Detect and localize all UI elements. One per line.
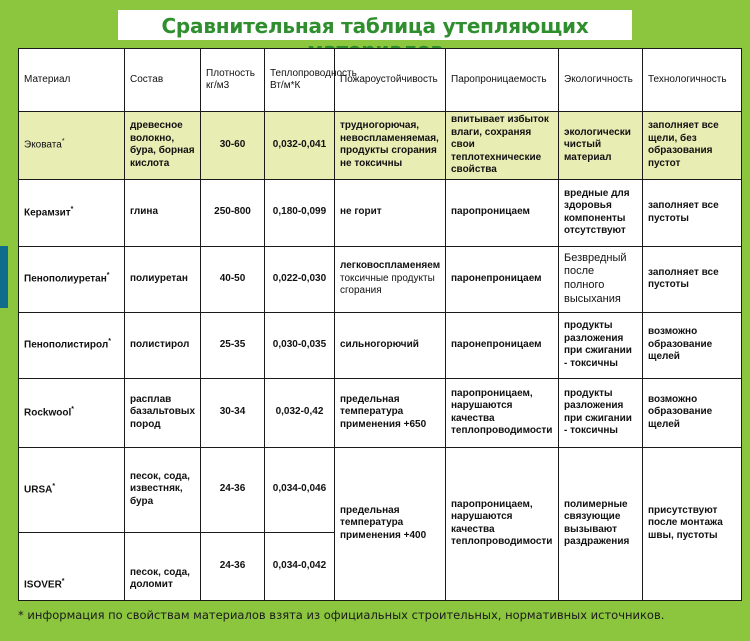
density-cell: 30-34	[201, 378, 265, 447]
density-cell: 250-800	[201, 179, 265, 246]
density-cell: 40-50	[201, 246, 265, 312]
composition-cell: песок, сода, доломит	[125, 532, 201, 600]
tech-cell: возможно образование щелей	[643, 378, 742, 447]
ecology-cell: Безвредный после полного высыхания	[559, 246, 643, 312]
material-name: Керамзит*	[19, 179, 125, 246]
ecology-cell: полимерные связующие вызывают раздражения	[559, 447, 643, 600]
conductivity-cell: 0,034-0,042	[265, 532, 335, 600]
footnote: * информация по свойствам материалов взята из официальных строительных, нормативных источников.	[18, 608, 665, 622]
header-material: Материал	[19, 49, 125, 112]
vapor-cell: паропроницаем, нарушаются качества теплопроводимости	[446, 447, 559, 600]
tech-cell: заполняет все щели, без образования пустот	[643, 112, 742, 180]
table-row	[19, 378, 742, 447]
material-name: Пенополистирол*	[19, 312, 125, 378]
vapor-cell: паропроницаем, нарушаются качества теплопроводимости	[446, 378, 559, 447]
header-ecology: Экологичность	[559, 49, 643, 112]
fire-cell: предельная температура применения +400	[335, 447, 446, 600]
header-tech: Технологичность	[643, 49, 742, 112]
density-cell: 24-36	[201, 447, 265, 532]
ecology-cell: вредные для здоровья компоненты отсутствуют	[559, 179, 643, 246]
title-box	[118, 10, 632, 40]
material-name: Rockwool*	[19, 378, 125, 447]
material-name: Эковата*	[19, 112, 125, 180]
composition-cell: полистирол	[125, 312, 201, 378]
conductivity-cell: 0,030-0,035	[265, 312, 335, 378]
page-title: Сравнительная таблица утепляющих	[161, 14, 589, 38]
comparison-table	[18, 48, 742, 601]
composition-cell: древесное волокно, бура, борная кислота	[125, 112, 201, 180]
density-cell: 25-35	[201, 312, 265, 378]
tech-cell: заполняет все пустоты	[643, 246, 742, 312]
density-cell: 30-60	[201, 112, 265, 180]
material-name: ISOVER*	[19, 532, 125, 600]
ecology-cell: продукты разложения при сжигании - токсичны	[559, 312, 643, 378]
table-row	[19, 447, 742, 532]
header-vapor: Паропроницаемость	[446, 49, 559, 112]
tech-cell: заполняет все пустоты	[643, 179, 742, 246]
vapor-cell: паронепроницаем	[446, 246, 559, 312]
conductivity-cell: 0,032-0,041	[265, 112, 335, 180]
header-density: Плотность кг/м3	[201, 49, 265, 112]
material-name: URSA*	[19, 447, 125, 532]
fire-cell: трудногорючая, невоспламеняемая, продукты сгорания не токсичны	[335, 112, 446, 180]
table-row	[19, 179, 742, 246]
composition-cell: полиуретан	[125, 246, 201, 312]
ecology-cell: продукты разложения при сжигании - токсичны	[559, 378, 643, 447]
conductivity-cell: 0,032-0,42	[265, 378, 335, 447]
fire-cell: легковоспламеняем токсичные продукты сгорания	[335, 246, 446, 312]
table-row	[19, 312, 742, 378]
composition-cell: песок, сода, известняк, бура	[125, 447, 201, 532]
tech-cell: возможно образование щелей	[643, 312, 742, 378]
header-composition: Состав	[125, 49, 201, 112]
header-conductivity: Теплопроводность Вт/м*К	[265, 49, 335, 112]
header-row	[19, 49, 742, 112]
fire-cell: не горит	[335, 179, 446, 246]
header-fire: Пожароустойчивость	[335, 49, 446, 112]
composition-cell: глина	[125, 179, 201, 246]
ecology-cell: экологически чистый материал	[559, 112, 643, 180]
fire-cell: сильногорючий	[335, 312, 446, 378]
table-row	[19, 112, 742, 180]
conductivity-cell: 0,022-0,030	[265, 246, 335, 312]
material-name: Пенополиуретан*	[19, 246, 125, 312]
fire-cell: предельная температура применения +650	[335, 378, 446, 447]
composition-cell: расплав базальтовых пород	[125, 378, 201, 447]
table-row	[19, 246, 742, 312]
conductivity-cell: 0,034-0,046	[265, 447, 335, 532]
density-cell: 24-36	[201, 532, 265, 600]
tech-cell: присутствуют после монтажа швы, пустоты	[643, 447, 742, 600]
left-accent-bar	[0, 246, 8, 308]
vapor-cell: паропроницаем	[446, 179, 559, 246]
vapor-cell: паронепроницаем	[446, 312, 559, 378]
vapor-cell: впитывает избыток влаги, сохраняя свои теплотехнические свойства	[446, 112, 559, 180]
conductivity-cell: 0,180-0,099	[265, 179, 335, 246]
